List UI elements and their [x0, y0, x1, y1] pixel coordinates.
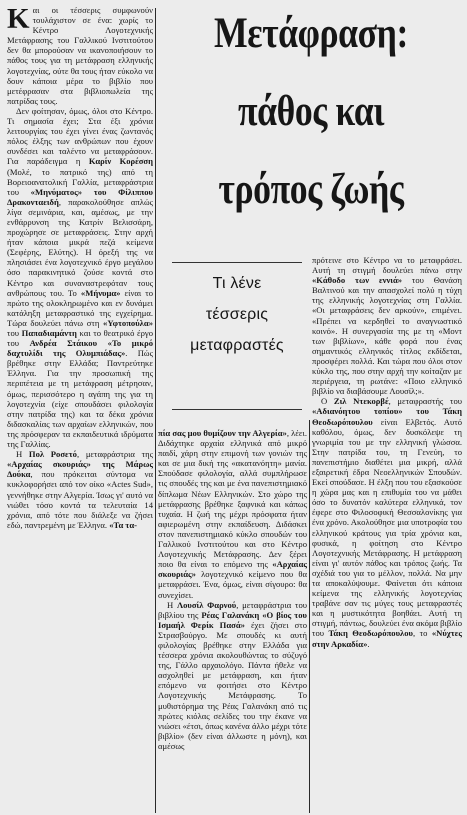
book-title: «Αρχαίας σκουριάς» της Μάρως Δούκα: [7, 459, 153, 480]
article-column-2: [158, 428, 307, 813]
drop-cap: Κ: [7, 5, 30, 35]
article-paragraph: Ο Ζιλ Ντεκορβέ, μεταφραστής του «Αδιανόητου τοπίου» του Τάκη Θεοδωρόπουλου είναι Ελβετός. Αυτό καθόλου, όμως, δεν δυσκόλεψε τη γνωριμία του με την ελληνική γλώσσα. Στην πατρίδα του, τη Γενεύη, το πανεπιστήμιο διαθέτει μια μικρή, αλλά εξαιρετική έδρα Νεοελληνικών Σπουδών. Εκεί σπούδασε. Η έλξη που του εξασκούσε η χώρα μας και η επιθυμία του να μάθει όσο το δυνατόν καλύτερα ελληνικά, τον έφερε στο Φιλοσοφική Θεσσαλονίκης για ένα χρόνο. Ακολούθησε μια υποτροφία του ελληνικού κράτους για τρία χρόνια και, φυσικά, η φοίτηση στο Κέντρο Λογοτεχνικής Μετάφρασης. Η μετάφραση είναι γι' αυτόν πάθος και τρόπος ζωής. Τα σχέδιά του για το μέλλον, πολλά. Να μην τα αποκαλύψουμε. Φαίνεται ότι κάποια κείμενα της ελληνικής λογοτεχνίας τραβάνε σαν τις μύγες τους μεταφραστές και η μυστικότητα βοηθάει. Αυτή τη στιγμή, πάντως, δουλεύει ένα ακόμα βιβλίο του Τάκη Θεοδωρόπουλου, το «Νύχτες στην Αρκαδία».: [312, 396, 462, 649]
book-title: Ρέας Γαλανάκη «Ο βίος του Ισμαήλ Φερίκ Πασά»: [158, 609, 307, 630]
subheadline-box: [172, 262, 302, 410]
headline-block: [160, 8, 462, 240]
person-name: Ζιλ Ντεκορβέ: [333, 396, 389, 407]
article-column-3: [312, 255, 462, 813]
book-title: Ανδρέα Στάικου «Το μικρό δαχτυλίδι της Ολυμπιάδας»: [7, 338, 153, 359]
book-title: «Αρχαίας σκουριάς»: [158, 559, 307, 580]
article-paragraph: Και οι τέσσερις συμφωνούν τουλάχιστον σε ένα: χωρίς το Κέντρο Λογοτεχνικής Μετάφρασης του Γαλλικού Ινστιτούτου δεν θα μπορούσαν να ικανοποιήσουν το πάθος τους για τη μετάφραση ελληνικής λογοτεχνίας, ούτε θα τους ήταν εύκολο να δουν κάποια μέρα το βιβλίο που μετέφρασαν στα βιβλιοπωλεία της πατρίδας τους.: [7, 5, 153, 106]
book-title: «Νύχτες στην Αρκαδία»: [312, 628, 462, 649]
column-divider: [155, 8, 156, 813]
subheadline-line: Τι λένε: [212, 275, 262, 292]
person-name: Τάκη Θεοδωρόπουλου: [328, 628, 414, 639]
headline-line: Μετάφραση:: [213, 10, 409, 57]
article-paragraph: Δεν φοίτησαν, όμως, όλοι στο Κέντρο. Τι σημασία έχει; Στα έξι χρόνια λειτουργίας του έχει γίνει ένας ζωντανός πόλος έλξης των ανθρώπων που έχουν συνδέσει και ταλέντο να μεταφράσουν. Για παράδειγμα η Καρίν Κορέσση (Μολέ, το πατρικό της) από τη Βορειοανατολική Γαλλία, μεταφράστρια του «Μηνύματος» του Φίλιππου Δρακονταειδή, παρακολούθησε απλώς λίγα σεμινάρια, και, αμέσως, με την ενθάρρυνση της Κατρίν Βελισσάρη, προχώρησε σε μεταφράσεις. Στην αρχή ήταν κάποια μικρά πεζά κείμενα (Σεφέρης, Ελύτης). Η όρεξή της να πλησιάσει ένα λογοτεχνικό έργο μεγάλου όσο παρακινητικό ζούσε κοντά στο Κέντρο και συναναστρεφόταν τους ανθρώπους του. Το «Μήνυμα» είναι το πρώτο της ολοκληρωμένο και εν δυνάμει κατάληξη μεταφραστικό της εγχείρημα. Τώρα δουλεύει πάνω στη «Υφτοπούλα» του Παπαδιαμάντη και το θεατρικό έργο του Ανδρέα Στάικου «Το μικρό δαχτυλίδι της Ολυμπιάδας». Πώς βρέθηκε στην Ελλάδα; Παντρεύτηκε Έλληνα. Για την προσωπική της περιπέτεια με τη μετάφραση μέτρησαν, όμως, περισσότερο η αγάπη της για τη λογοτεχνία (είχε σπουδάσει φιλολογία στην πατρίδα της) και τα δέκα χρόνια διδασκαλίας των αρχαίων ελληνικών, που της πρόσφεραν τα εκπαιδευτικά ιδρύματα της Γαλλίας.: [7, 105, 153, 450]
person-name: Λουσίλ Φαρνού: [176, 599, 237, 610]
headline-line: πάθος και: [238, 88, 384, 135]
quote-end: πία σας μου θυμίζουν την Αλγερία»: [158, 428, 287, 438]
book-title: «Κάθοδο των εννιά»: [312, 275, 403, 286]
article-paragraph: Η Λουσίλ Φαρνού, μεταφράστρια του βιβλίου της Ρέας Γαλανάκη «Ο βίος του Ισμαήλ Φερίκ Πασά» έχει ζήσει στο Στρασβούργο. Με σπουδές κι αυτή φιλολογίας βρέθηκε στην Ελλάδα για τέσσερα χρόνια ακολουθώντας το σύζυγό της, Γάλλο αρχαιολόγο. Πάντα ήθελε να ασχοληθεί με μετάφραση, και ήταν επόμενο να φοιτήσει στο Κέντρο Λογοτεχνικής Μετάφρασης. Το μυθιστόρημα της Ρέας Γαλανάκη από τις πρώτες κιόλας σελίδες του την έκανε να νιώσει «έτσι, όπως κανένα άλλο μέχρι τότε βιβλίο» (δεν είναι άλλωστε η μόνη), και αμέσως: [158, 599, 307, 751]
person-name: Καρίν Κορέσση: [88, 156, 153, 167]
book-title: «Μήνυμα»: [80, 287, 121, 298]
quote-start: «Τα τα-: [109, 519, 138, 530]
article-paragraph: Η Πολ Ροσετό, μεταφράστρια της «Αρχαίας σκουριάς» της Μάρως Δούκα, που πρόκειται σύντομα να κυκλοφορήσει από τον οίκο «Actes Sud», γεννήθηκε στην Αλγερία. Ίσως γι' αυτό να νιώθει τόσο κοντά τα τελευταία 14 χρόνια, από τότε που διάλεξε να ζήσει εδώ, παντρεμένη με Έλληνα. «Τα τα-: [7, 449, 153, 530]
headline-line: τρόπος ζωής: [218, 166, 404, 213]
person-name: Παπαδιαμάντη: [21, 328, 77, 338]
book-title: «Υφτοπούλα»: [103, 317, 153, 328]
book-title: «Αδιανόητου τοπίου» του Τάκη Θεοδωρόπουλου: [312, 406, 462, 427]
article-column-1: [7, 5, 153, 813]
person-name: Πολ Ροσετό: [28, 449, 77, 460]
column-divider: [309, 420, 310, 813]
subheadline-line: τέσσερις: [205, 306, 269, 323]
subheadline-line: μεταφραστές: [190, 337, 284, 354]
article-paragraph: πρότεινε στο Κέντρο να το μεταφράσει. Αυτή τη στιγμή δουλεύει πάνω στην «Κάθοδο των εννιά» του Θανάση Βαλτινού και την απασχολεί πολύ η τύχη της ελληνικής λογοτεχνίας στη Γαλλία. «Οι μεταφράσεις δεν αρκούν», επιμένει. «Πρέπει να κερδηθεί το αναγνωστικό κοινό». Η συνεργασία της με τη «Μοντ των βιβλίων», κάθε φορά που ένας σημαντικός ελληνικός τίτλος εκδίδεται, προσφέρει πολλά. Και τώρα που όλοι στον κύκλο της, που στην αρχή την κοίταζαν με περιέργεια, τη ρωτάνε: «Ποιο ελληνικό βιβλίο να διαβάσουμε Λουσίλ;».: [312, 255, 462, 397]
article-paragraph: πία σας μου θυμίζουν την Αλγερία», λέει. Διδάχτηκε αρχαία ελληνικά από μικρό παιδί, χάρη στην επιμονή των γονιών της και σε μια δική της «ακατανόητη» μανία. Σπούδασε φιλολογία, αλλά συμπλήρωσε τις σπουδές της και με ένα πανεπιστημιακό δίπλωμα Νέων Ελληνικών. Στο χώρο της μετάφρασης βρέθηκε ξαφνικά και κάπως τυχαία. Η ζωή της μέχρι πρόσφατα ήταν αφιερωμένη στην εκπαίδευση. Διδάσκει στον πανεπιστημιακό κύκλο σπουδών του Γαλλικού Ινστιτούτου και στο Κέντρο Λογοτεχνικής Μετάφρασης. Δεν ξέρει ποιο θα είναι το επόμενο της «Αρχαίας σκουριάς» λογοτεχνικό κείμενο που θα μεταφράσει. Ένα, όμως, είναι σίγουρο: θα συνεχίσει.: [158, 428, 307, 600]
book-title: «Μηνύματος» του Φίλιππου Δρακονταειδή: [7, 186, 153, 207]
